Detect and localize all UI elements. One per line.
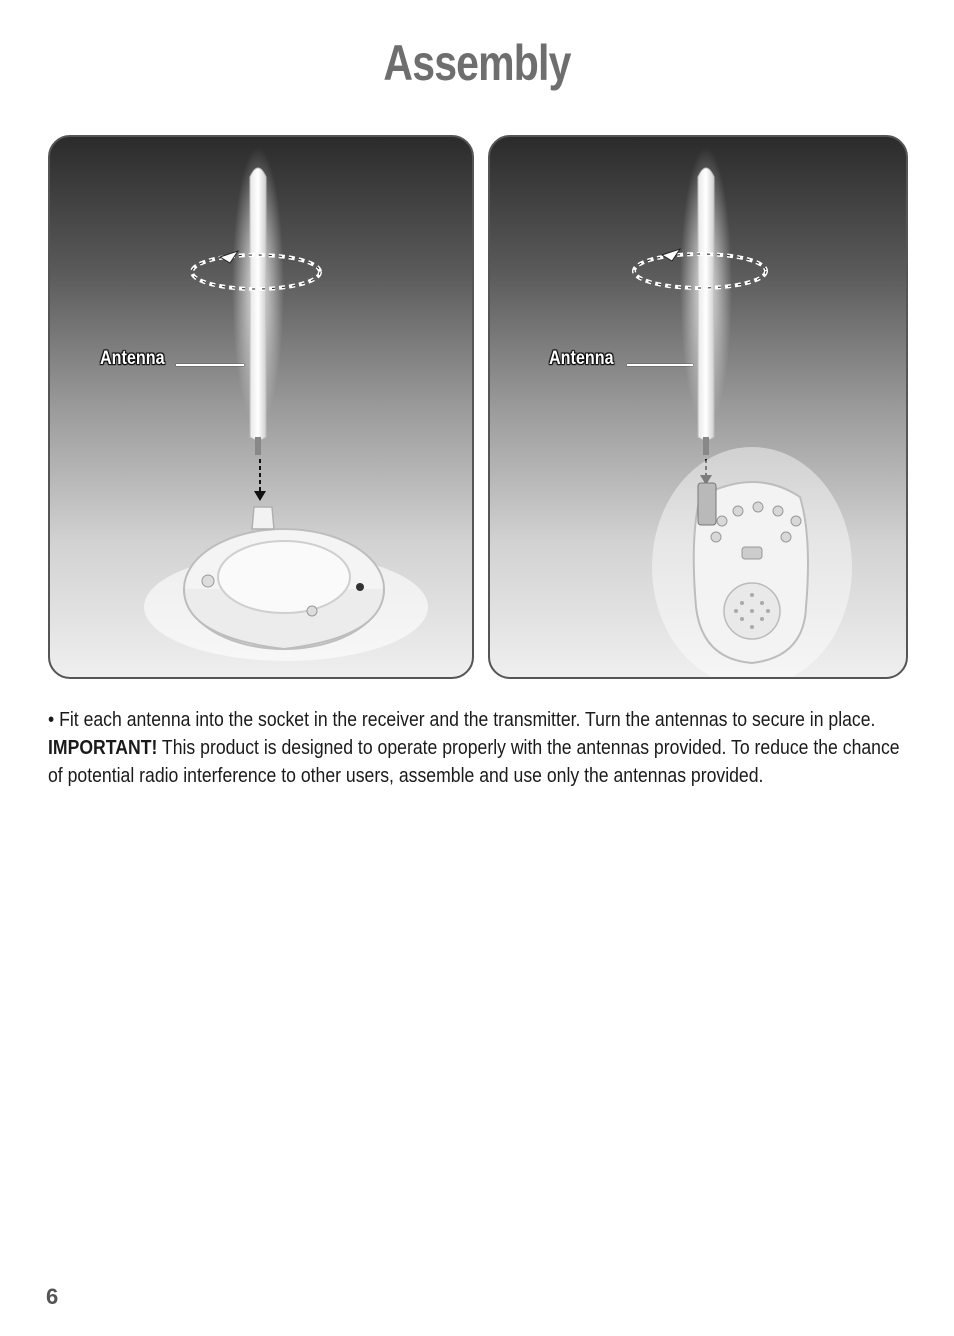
antenna-leader-right — [627, 364, 693, 366]
assembly-instructions — [48, 706, 906, 790]
page-number: 6 — [46, 1284, 59, 1309]
transmitter-switch — [742, 547, 762, 559]
page-title: Assembly — [383, 35, 571, 91]
antenna-label-left: Antenna — [100, 348, 165, 369]
transmitter-socket — [698, 483, 716, 525]
receiver-light-dome — [218, 541, 350, 613]
receiver-indicator — [356, 583, 364, 591]
insert-arrowhead — [254, 491, 266, 501]
instruction-step: Fit each antenna into the socket in the receiver and the transmitter. Turn the antennas to secure in place. — [59, 708, 876, 731]
antenna-connector — [703, 437, 709, 455]
transmitter-illustration-panel — [488, 135, 908, 679]
receiver-socket — [252, 507, 274, 529]
antenna-leader-left — [176, 364, 244, 366]
antenna-label-right: Antenna — [549, 348, 614, 369]
bullet: • — [48, 708, 55, 731]
receiver-antenna-illustration — [50, 137, 472, 677]
important-note: This product is designed to operate properly with the antennas provided. To reduce the chance of potential radio interference to other users, assemble and use only the antennas provided. — [48, 736, 900, 787]
antenna-connector — [255, 437, 261, 455]
transmitter-antenna-illustration — [490, 137, 906, 677]
important-label: IMPORTANT! — [48, 736, 158, 759]
receiver-illustration-panel — [48, 135, 474, 679]
receiver-button — [307, 606, 317, 616]
rotation-arrowhead — [662, 249, 680, 261]
receiver-knob — [202, 575, 214, 587]
antenna-shape — [698, 168, 714, 440]
antenna-shape — [250, 168, 266, 440]
